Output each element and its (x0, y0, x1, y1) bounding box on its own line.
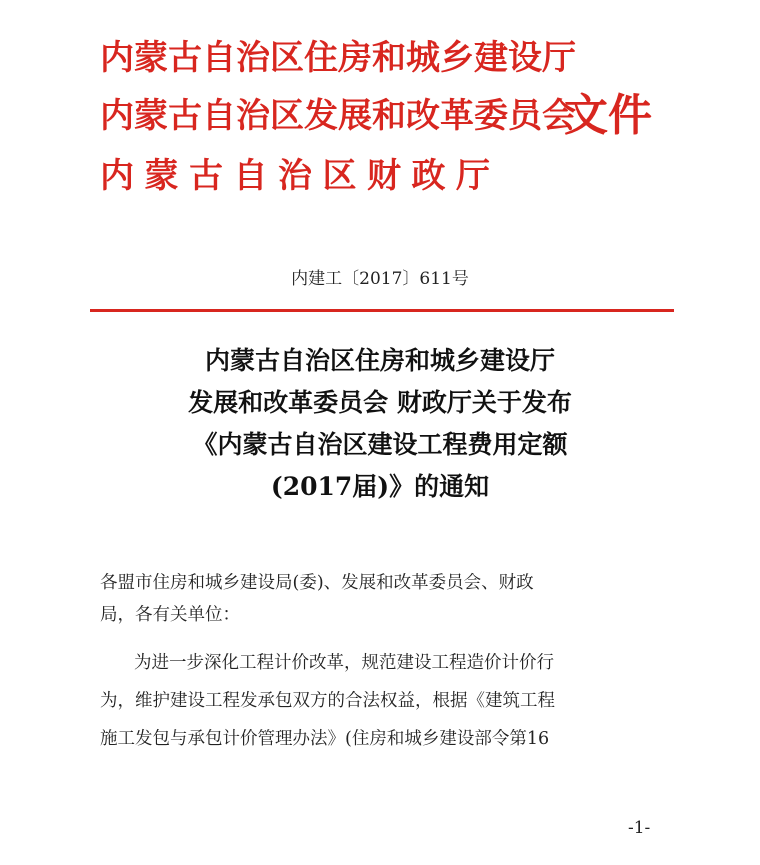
title-line-1: 内蒙古自治区住房和城乡建设厅 (204, 346, 555, 375)
title-line-3: 《内蒙古自治区建设工程费用定额 (192, 430, 568, 459)
document-title (0, 340, 760, 508)
addressee-line-2: 局，各有关单位： (100, 605, 240, 625)
issuer-development-commission: 内蒙古自治区发展和改革委员会 (100, 96, 576, 136)
issuer-housing-dept: 内蒙古自治区住房和城乡建设厅 (100, 38, 576, 78)
body-paragraph-line-2: 为，维护建设工程发承包双方的合法权益，根据《建筑工程 (100, 691, 555, 711)
body-paragraph-line-3: 施工发包与承包计价管理办法》(住房和城乡建设部令第16 (100, 729, 550, 749)
page-number: -1- (628, 818, 651, 838)
issuer-finance-dept: 内蒙古自治区财政厅 (100, 156, 501, 196)
body-paragraph-line-1: 为进一步深化工程计价改革，规范建设工程造价计价行 (134, 653, 554, 673)
title-line-4: (2017届)》的通知 (270, 472, 490, 501)
addressee-line-1: 各盟市住房和城乡建设局(委)、发展和改革委员会、财政 (100, 573, 534, 593)
document-header-word: 文件 (564, 90, 652, 141)
title-line-2: 发展和改革委员会 财政厅关于发布 (188, 388, 572, 417)
document-number: 内建工〔2017〕611号 (291, 269, 469, 289)
red-divider-line (90, 309, 674, 312)
